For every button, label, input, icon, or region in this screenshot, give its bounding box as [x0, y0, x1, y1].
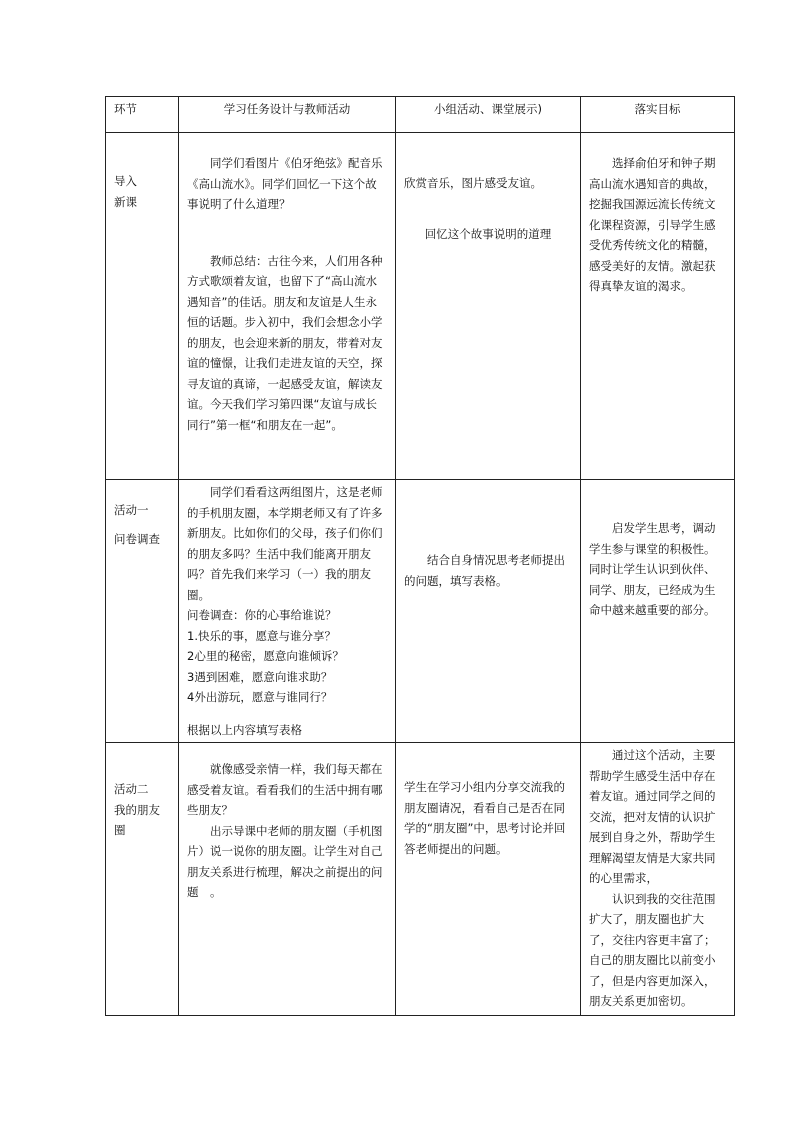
- stage-line: 活动一: [114, 503, 149, 517]
- table-row: [106, 133, 735, 480]
- group-paragraph: 结合自身情况思考老师提出的问题，填写表格。: [404, 553, 565, 588]
- goal-cell: [581, 480, 735, 743]
- stage-cell: [106, 743, 179, 1016]
- stage-line: 我的朋友: [114, 802, 160, 817]
- teacher-paragraph: 就像感受亲情一样，我们每天都在感受着友谊。看看我们的生活中拥有哪些朋友？: [187, 762, 383, 817]
- group-cell: [396, 480, 581, 743]
- table-header-row: [106, 97, 735, 133]
- header-goal: 落实目标: [581, 97, 735, 133]
- header-group-activity: 小组活动、课堂展示): [396, 97, 581, 133]
- group-paragraph: 回忆这个故事说明的道理: [424, 226, 552, 241]
- teacher-cell: [179, 133, 396, 480]
- survey-question: 4外出游玩，愿意与谁同行？: [187, 690, 333, 704]
- teacher-paragraph: 问卷调查：你的心事给谁说？: [187, 608, 337, 622]
- goal-paragraph: 启发学生思考，调动学生参与课堂的积极性。同时让学生认识到伙伴、同学、朋友，已经成为生命中越来越重要的部分。: [589, 521, 716, 617]
- survey-question: 3遇到困难，愿意向谁求助？: [187, 669, 333, 684]
- table-row: [106, 480, 735, 743]
- header-stage: 环节: [106, 97, 179, 133]
- survey-question: 1.快乐的事，愿意与谁分享？: [187, 628, 336, 643]
- goal-paragraph: 选择俞伯牙和钟子期高山流水遇知音的典故，挖掘我国源远流长传统文化课程资源，引导学生感受优秀传统文化的精髓，感受美好的友情。激起获得真挚友谊的渴求。: [589, 156, 716, 293]
- goal-paragraph: 通过这个活动，主要帮助学生感受生活中存在着友谊。通过同学之间的交流，把对友情的认识扩展到自身之外，帮助学生理解渴望友情是大家共同的心里需求，: [589, 748, 716, 885]
- teacher-cell: [179, 743, 396, 1016]
- table-row: [106, 743, 735, 1016]
- teacher-paragraph: 同学们看图片《伯牙绝弦》配音乐《高山流水》。同学们回忆一下这个故事说明了什么道理？: [187, 156, 383, 211]
- teacher-cell: [179, 480, 396, 743]
- group-paragraph: 学生在学习小组内分享交流我的朋友圈请况，看看自己是否在同学的“朋友圈”中，思考讨论并回答老师提出的问题。: [404, 780, 566, 856]
- stage-line: 活动二: [114, 782, 149, 796]
- header-teacher-activity: 学习任务设计与教师活动: [179, 97, 396, 133]
- teacher-paragraph: 同学们看看这两组图片，这是老师的手机朋友圈，本学期老师又有了许多新朋友。比如你们的父母，孩子们你们的朋友多吗？生活中我们能离开朋友吗？首先我们来学习（一）我的朋友圈。: [187, 485, 383, 602]
- survey-question: 2心里的秘密，愿意向谁倾诉？: [187, 649, 344, 663]
- stage-line: 导入: [114, 174, 137, 188]
- group-cell: [396, 743, 581, 1016]
- goal-paragraph: 认识到我的交往范围扩大了，朋友圈也扩大了，交往内容更丰富了；自己的朋友圈比以前变小了，但是内容更加深入，朋友关系更加密切。: [589, 891, 716, 1008]
- stage-line: 圈: [114, 823, 126, 837]
- stage-cell: [106, 133, 179, 480]
- stage-cell: [106, 480, 179, 743]
- stage-line: 新课: [114, 194, 137, 209]
- group-paragraph: 欣赏音乐，图片感受友谊。: [404, 176, 542, 190]
- teacher-paragraph: 根据以上内容填写表格: [187, 722, 302, 737]
- goal-cell: [581, 743, 735, 1016]
- teacher-paragraph: 教师总结：古往今来，人们用各种方式歌颂着友谊，也留下了“高山流水遇知音”的佳话。朋友和友谊是人生永恒的话题。步入初中，我们会想念小学的朋友，也会迎来新的朋友，带着对友谊的憧憬，让我们走进友谊的天空，探寻友谊的真谛，一起感受友谊，解读友谊。今天我们学习第四课“友谊与成长同行”第一框“和朋友在一起”。: [187, 253, 383, 432]
- teacher-paragraph: 出示导课中老师的朋友圈（手机图片）说一说你的朋友圈。让学生对自己朋友关系进行梳理，解决之前提出的问题 。: [187, 823, 383, 899]
- group-cell: [396, 133, 581, 480]
- lesson-plan-table: [105, 96, 735, 1016]
- stage-line: 问卷调查: [114, 531, 160, 546]
- goal-cell: [581, 133, 735, 480]
